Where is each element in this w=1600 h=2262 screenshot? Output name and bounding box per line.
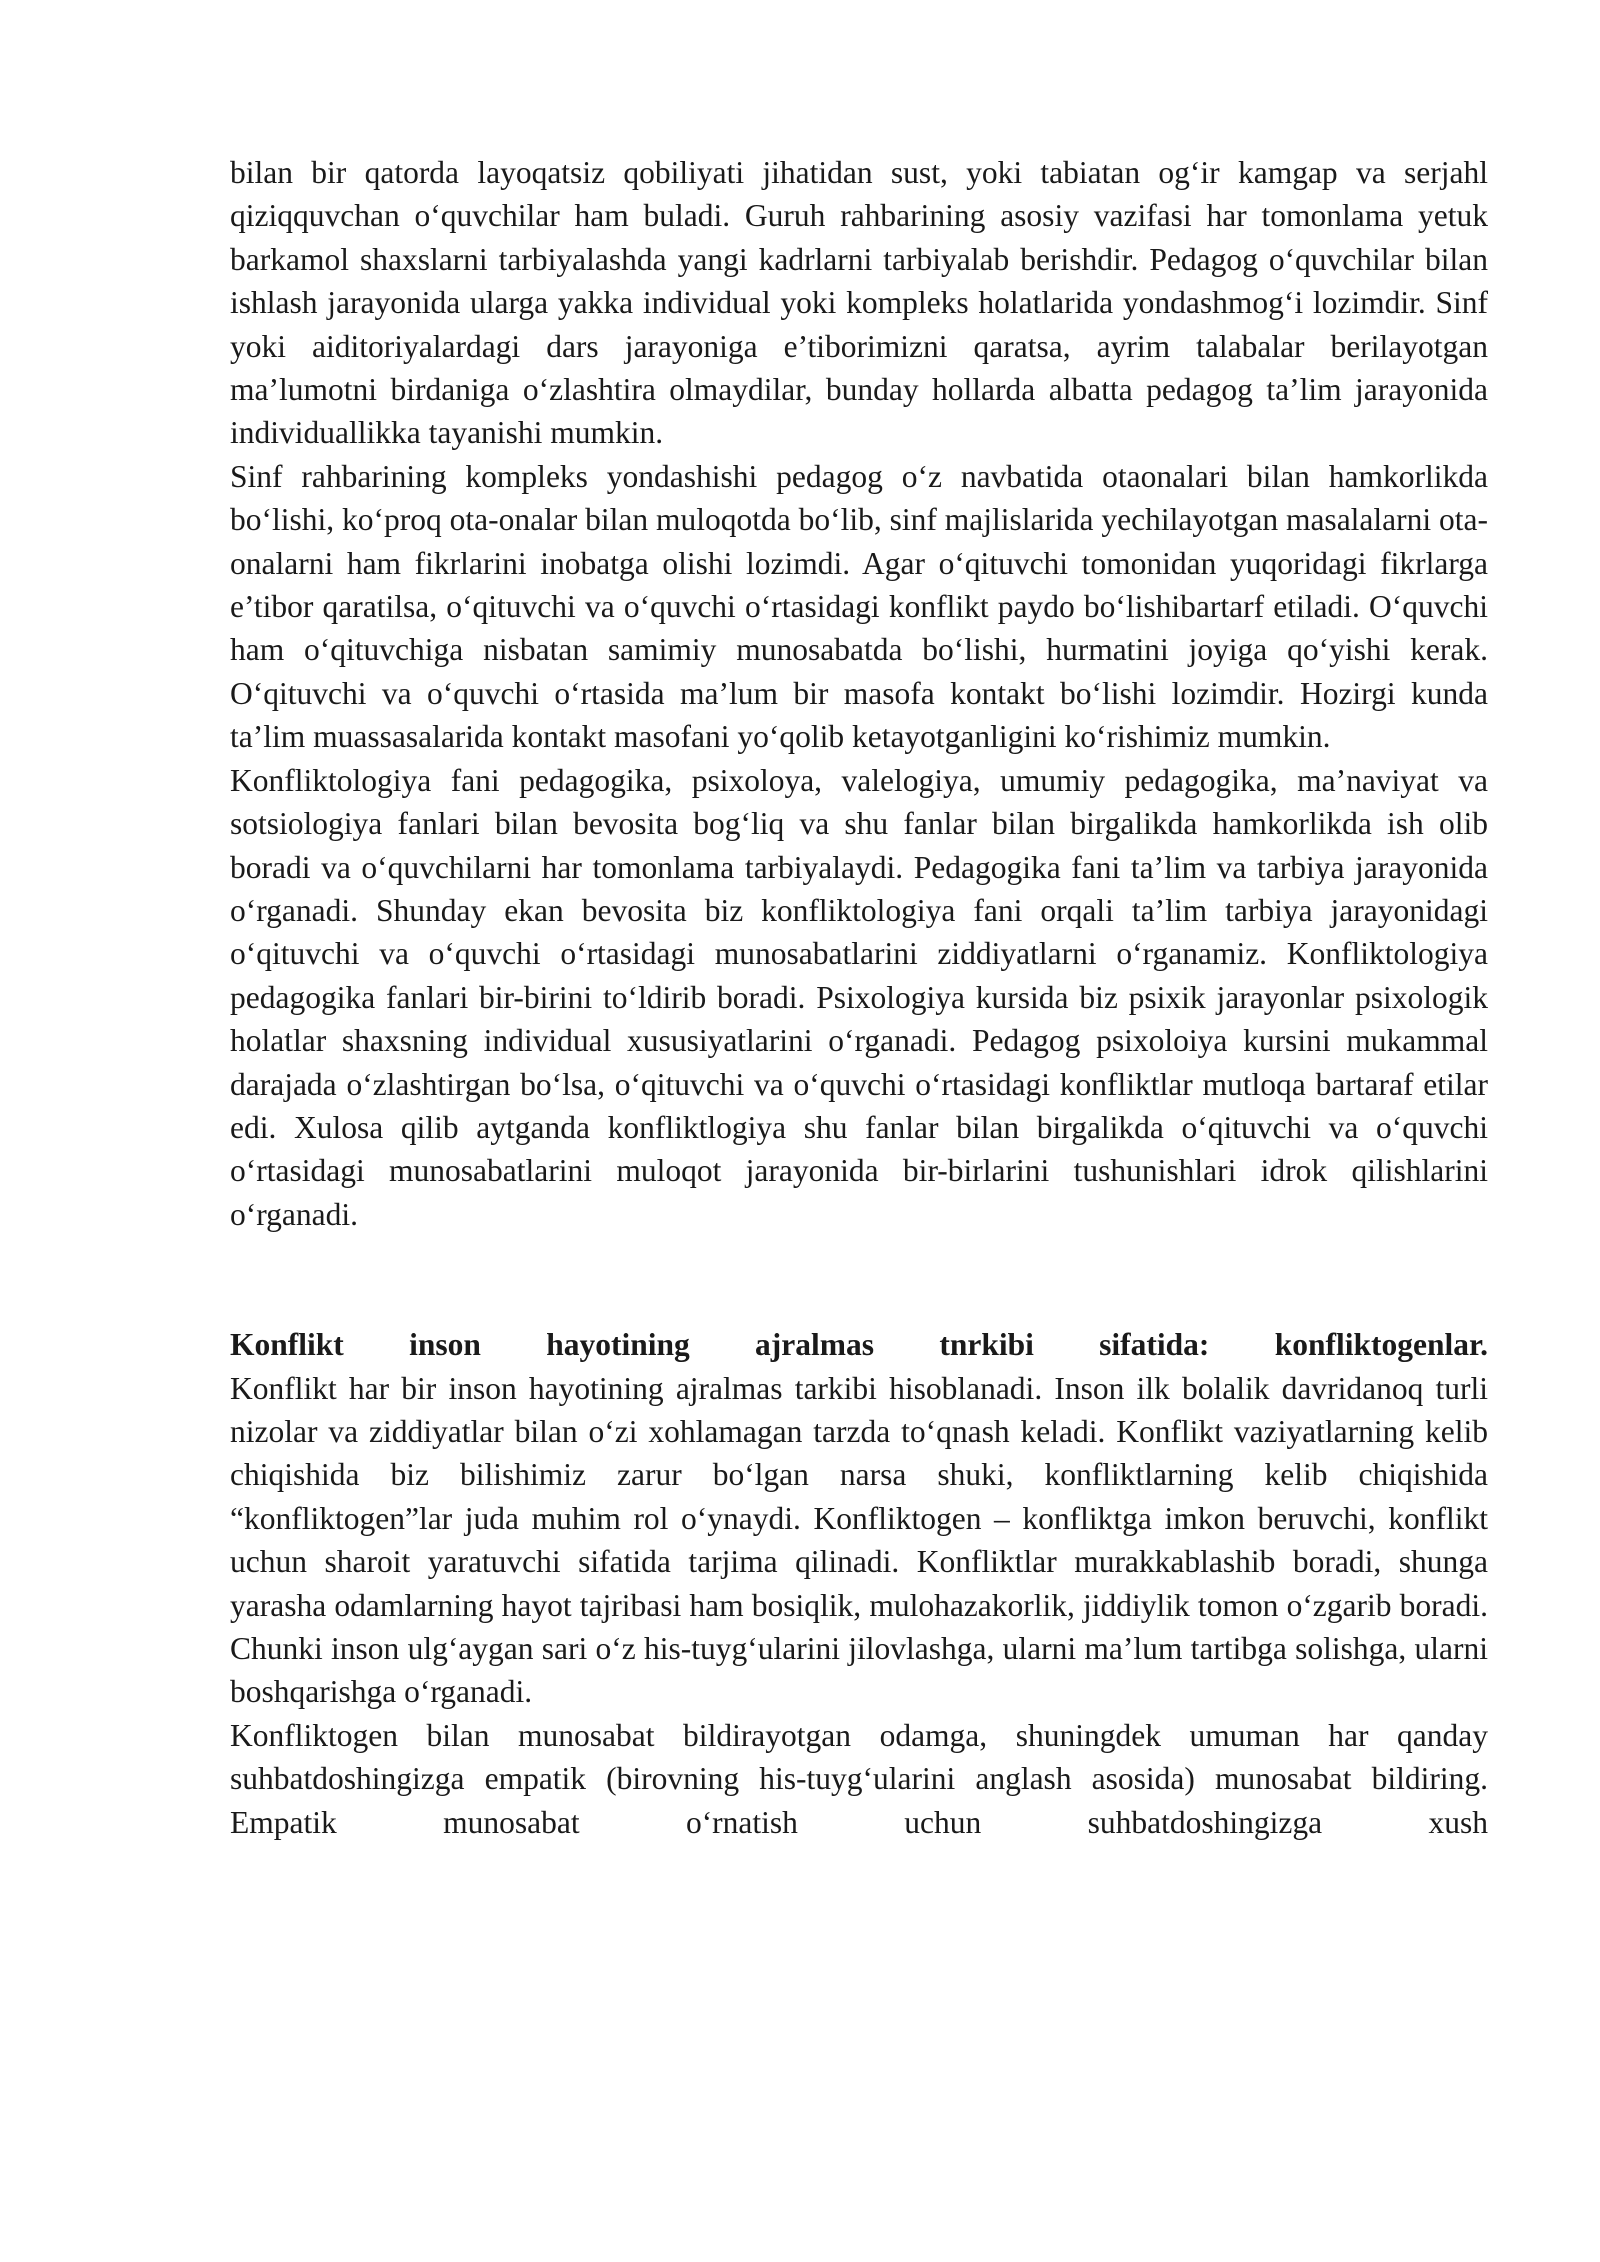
paragraph-last: Konfliktogen bilan munosabat bildirayotgan odamga, shuningdek umuman har qanday suhbatdoshingizga empatik (birovning his-tuyg‘ularini anglash asosida) munosabat bildiring. Empatik munosabat o‘rnatish uchun suhbatdoshingizga xush — [230, 1717, 1488, 1840]
section-heading: Konflikt inson hayotining ajralmas tnrkibi sifatida: konfliktogenlar. — [230, 1327, 1488, 1363]
paragraph: Konflikt har bir inson hayotining ajralmas tarkibi hisoblanadi. Inson ilk bolalik davridanoq turli nizolar va ziddiyatlar bilan o‘zi xohlamagan tarzda to‘qnash keladi. Konflikt vaziyatlarning kelib chiqishida biz bilishimiz zarur bo‘lgan narsa shuki, konfliktlarning kelib chiqishida “konfliktogen”lar juda muhim rol o‘ynaydi. Konfliktogen – konfliktga imkon beruvchi, konflikt uchun sharoit yaratuvchi sifatida tarjima qilinadi. Konfliktlar murakkablashib boradi, shunga yarasha odamlarning hayot tajribasi ham bosiqlik, mulohazakorlik, jiddiylik tomon o‘zgarib boradi. Chunki inson ulg‘aygan sari o‘z his-tuyg‘ularini jilovlashga, ularni ma’lum tartibga solishga, ularni boshqarishga o‘rganadi. — [230, 1370, 1488, 1710]
paragraph: bilan bir qatorda layoqatsiz qobiliyati jihatidan sust, yoki tabiatan og‘ir kamgap va serjahl qiziqquvchan o‘quvchilar ham buladi. Guruh rahbarining asosiy vazifasi har tomonlama yetuk barkamol shaxslarni tarbiyalashda yangi kadrlarni tarbiyalab berishdir. Pedagog o‘quvchilar bilan ishlash jarayonida ularga yakka individual yoki kompleks holatlarida yondashmog‘i lozimdir. Sinf yoki aiditoriyalardagi dars jarayoniga e’tiborimizni qaratsa, ayrim talabalar berilayotgan ma’lumotni birdaniga o‘zlashtira olmaydilar, bunday hollarda albatta pedagog ta’lim jarayonida individuallikka tayanishi mumkin. — [230, 155, 1488, 451]
paragraph: Sinf rahbarining kompleks yondashishi pedagog o‘z navbatida otaonalari bilan hamkorlikda bo‘lishi, ko‘proq ota-onalar bilan muloqotda bo‘lib, sinf majlislarida yechilayotgan masalalarni ota-onalarni ham fikrlarini inobatga olishi lozimdi. Agar o‘qituvchi tomonidan yuqoridagi fikrlarga e’tibor qaratilsa, o‘qituvchi va o‘quvchi o‘rtasidagi konflikt paydo bo‘lishibartarf etiladi. O‘quvchi ham o‘qituvchiga nisbatan samimiy munosabatda bo‘lishi, hurmatini joyiga qo‘yishi kerak. O‘qituvchi va o‘quvchi o‘rtasida ma’lum bir masofa kontakt bo‘lishi lozimdir. Hozirgi kunda ta’lim muassasalarida kontakt masofani yo‘qolib ketayotganligini ko‘rishimiz mumkin. — [230, 458, 1488, 755]
paragraph: Konfliktologiya fani pedagogika, psixoloya, valelogiya, umumiy pedagogika, ma’naviyat va sotsiologiya fanlari bilan bevosita bog‘liq va shu fanlar bilan birgalikda hamkorlikda ish olib boradi va o‘quvchilarni har tomonlama tarbiyalaydi. Pedagogika fani ta’lim va tarbiya jarayonida o‘rganadi. Shunday ekan bevosita biz konfliktologiya fani orqali ta’lim tarbiya jarayonidagi o‘qituvchi va o‘quvchi o‘rtasidagi munosabatlarini ziddiyatlarni o‘rganamiz. Konfliktologiya pedagogika fanlari bir-birini to‘ldirib boradi. Psixologiya kursida biz psixik jarayonlar psixologik holatlar shaxsning individual xususiyatlarini o‘rganadi. Pedagog psixoloiya kursini mukammal darajada o‘zlashtirgan bo‘lsa, o‘qituvchi va o‘quvchi o‘rtasidagi konfliktlar mutloqa bartaraf etilar edi. Xulosa qilib aytganda konfliktlogiya shu fanlar bilan birgalikda o‘qituvchi va o‘quvchi o‘rtasidagi munosabatlarini muloqot jarayonida bir-birlarini tushunishlari idrok qilishlarini o‘rganadi. — [230, 762, 1488, 1232]
section-spacer — [230, 1236, 1488, 1323]
document-page — [230, 151, 1488, 1844]
